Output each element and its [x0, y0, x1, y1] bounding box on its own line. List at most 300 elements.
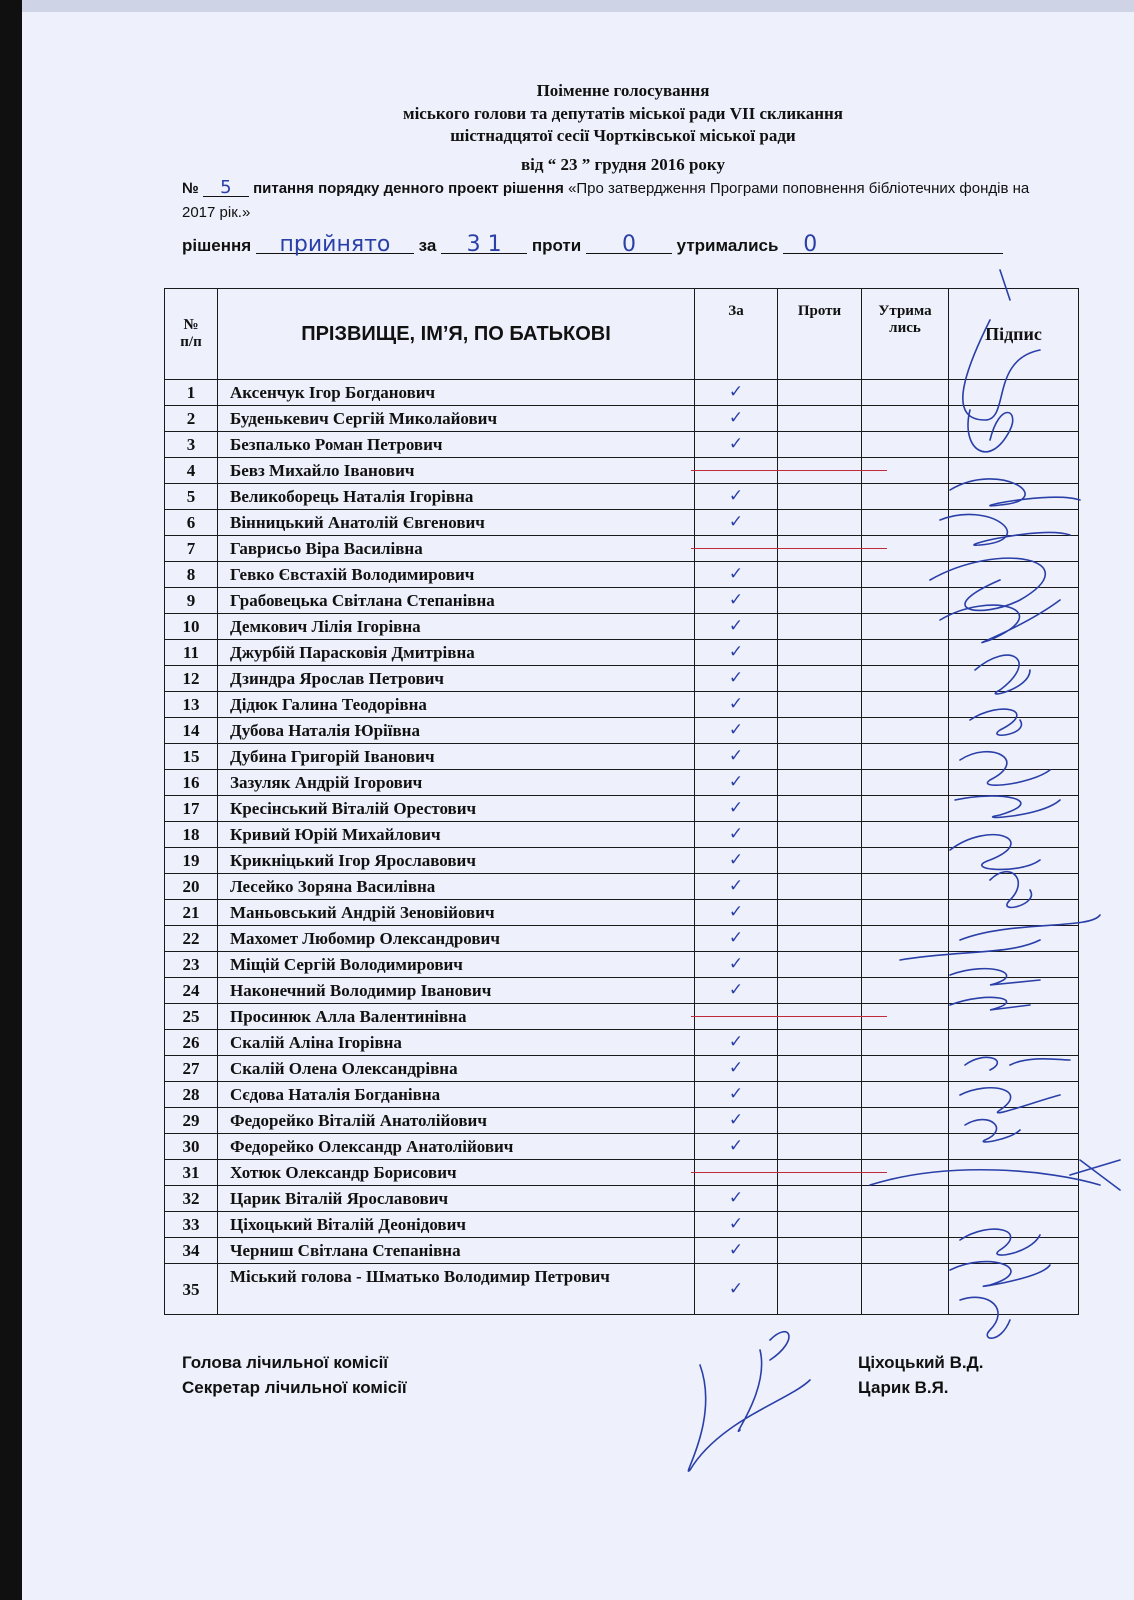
signature-cell [949, 978, 1079, 1004]
deputy-name: Гаврисьо Віра Василівна [218, 536, 695, 562]
vote-abstain-cell [862, 432, 949, 458]
col-header-name: ПРІЗВИЩЕ, ІМ’Я, ПО БАТЬКОВІ [218, 289, 695, 380]
decision-line [182, 232, 1062, 257]
col-header-signature: Підпис [949, 289, 1079, 380]
vote-for-cell [695, 1082, 778, 1108]
vote-against-cell [778, 666, 862, 692]
signature-cell [949, 1160, 1079, 1186]
for-value: 3 1 [441, 237, 527, 254]
row-number: 27 [165, 1056, 218, 1082]
check-mark-icon: ✓ [728, 590, 744, 610]
table-row [165, 874, 1079, 900]
check-mark-icon: ✓ [728, 382, 744, 402]
row-number: 16 [165, 770, 218, 796]
vote-against-cell [778, 952, 862, 978]
row-number: 32 [165, 1186, 218, 1212]
table-row [165, 406, 1079, 432]
vote-for-cell [695, 640, 778, 666]
check-mark-icon: ✓ [728, 1136, 744, 1156]
col-header-for: За [695, 289, 778, 380]
vote-for-cell [695, 1108, 778, 1134]
vote-for-cell [695, 926, 778, 952]
row-number: 26 [165, 1030, 218, 1056]
vote-for-cell [695, 588, 778, 614]
table-row [165, 380, 1079, 406]
row-number: 17 [165, 796, 218, 822]
table-row [165, 588, 1079, 614]
deputy-name: Ціхоцький Віталій Деонідович [218, 1212, 695, 1238]
title-line-1: Поіменне голосування [536, 81, 710, 100]
signature-cell [949, 406, 1079, 432]
signature-cell [949, 900, 1079, 926]
deputy-name: Джурбій Парасковія Дмитрівна [218, 640, 695, 666]
vote-for-cell [695, 510, 778, 536]
table-row [165, 1134, 1079, 1160]
vote-for-cell [695, 1212, 778, 1238]
check-mark-icon: ✓ [728, 512, 744, 532]
signature-cell [949, 796, 1079, 822]
vote-against-cell [778, 484, 862, 510]
deputy-name: Царик Віталій Ярославович [218, 1186, 695, 1212]
check-mark-icon: ✓ [728, 824, 744, 844]
check-mark-icon: ✓ [728, 1032, 744, 1052]
vote-abstain-cell [862, 562, 949, 588]
vote-abstain-cell [862, 484, 949, 510]
signature-cell [949, 1030, 1079, 1056]
table-row [165, 432, 1079, 458]
vote-for-cell [695, 692, 778, 718]
vote-for-cell [695, 432, 778, 458]
vote-against-cell [778, 1134, 862, 1160]
signature-cell [949, 692, 1079, 718]
signature-cell [949, 1004, 1079, 1030]
row-number: 7 [165, 536, 218, 562]
check-mark-icon: ✓ [728, 954, 744, 974]
row-number: 3 [165, 432, 218, 458]
signature-cell [949, 588, 1079, 614]
table-row [165, 1056, 1079, 1082]
vote-abstain-cell [862, 796, 949, 822]
row-number: 22 [165, 926, 218, 952]
vote-for-cell [695, 1134, 778, 1160]
vote-abstain-cell [862, 718, 949, 744]
vote-against-cell [778, 432, 862, 458]
vote-for-cell [695, 380, 778, 406]
row-number: 30 [165, 1134, 218, 1160]
table-row [165, 692, 1079, 718]
vote-against-cell [778, 614, 862, 640]
vote-abstain-cell [862, 926, 949, 952]
table-row [165, 744, 1079, 770]
signature-cell [949, 1134, 1079, 1160]
signature-cell [949, 484, 1079, 510]
table-row [165, 484, 1079, 510]
deputy-name: Дідюк Галина Теодорівна [218, 692, 695, 718]
counting-chair-name: Ціхоцький В.Д. [858, 1353, 984, 1372]
title-line-3: шістнадцятої сесії Чортківської міської ради [450, 126, 796, 145]
vote-abstain-cell [862, 822, 949, 848]
check-mark-icon: ✓ [728, 1214, 744, 1234]
deputy-name: Хотюк Олександр Борисович [218, 1160, 695, 1186]
signature-cell [949, 744, 1079, 770]
deputy-name: Сєдова Наталія Богданівна [218, 1082, 695, 1108]
vote-for-cell [695, 1056, 778, 1082]
signature-cell [949, 510, 1079, 536]
deputy-name: Скалій Олена Олександрівна [218, 1056, 695, 1082]
table-row [165, 796, 1079, 822]
title-date-line: від “ 23 ” грудня 2016 року [521, 155, 725, 174]
vote-abstain-cell [862, 1212, 949, 1238]
row-number: 2 [165, 406, 218, 432]
table-row [165, 536, 1079, 562]
vote-for-cell [695, 1030, 778, 1056]
for-label: за [418, 236, 437, 255]
vote-abstain-cell [862, 1134, 949, 1160]
vote-for-cell [695, 666, 778, 692]
vote-abstain-cell [862, 666, 949, 692]
vote-abstain-cell [862, 510, 949, 536]
question-no-value: 5 [203, 180, 249, 197]
table-row [165, 822, 1079, 848]
vote-against-cell [778, 640, 862, 666]
table-row [165, 1212, 1079, 1238]
signature-cell [949, 1056, 1079, 1082]
table-row [165, 1160, 1079, 1186]
deputy-name: Дубина Григорій Іванович [218, 744, 695, 770]
row-number: 19 [165, 848, 218, 874]
deputy-name: Вінницький Анатолій Євгенович [218, 510, 695, 536]
signature-cell [949, 614, 1079, 640]
signature-cell [949, 458, 1079, 484]
table-body [165, 380, 1079, 1315]
signature-cell [949, 874, 1079, 900]
check-mark-icon: ✓ [728, 902, 744, 922]
deputy-name: Міщій Сергій Володимирович [218, 952, 695, 978]
vote-against-cell [778, 406, 862, 432]
vote-for-cell [695, 536, 778, 562]
vote-abstain-cell [862, 1108, 949, 1134]
vote-for-cell [695, 822, 778, 848]
check-mark-icon: ✓ [728, 746, 744, 766]
vote-against-cell [778, 692, 862, 718]
vote-against-cell [778, 510, 862, 536]
col-header-num: № п/п [165, 289, 218, 380]
vote-abstain-cell [862, 874, 949, 900]
row-number: 13 [165, 692, 218, 718]
vote-against-cell [778, 1108, 862, 1134]
table-row [165, 848, 1079, 874]
vote-for-cell [695, 562, 778, 588]
vote-against-cell [778, 1264, 862, 1315]
check-mark-icon: ✓ [728, 486, 744, 506]
table-row [165, 978, 1079, 1004]
vote-for-cell [695, 1160, 778, 1186]
signature-cell [949, 666, 1079, 692]
signature-cell [949, 822, 1079, 848]
vote-against-cell [778, 770, 862, 796]
vote-against-cell [778, 1238, 862, 1264]
table-row [165, 1264, 1079, 1315]
signature-cell [949, 952, 1079, 978]
table-row [165, 1082, 1079, 1108]
vote-against-cell [778, 822, 862, 848]
signature-cell [949, 536, 1079, 562]
vote-abstain-cell [862, 692, 949, 718]
counting-secretary-name: Царик В.Я. [858, 1378, 949, 1397]
vote-against-cell [778, 1212, 862, 1238]
check-mark-icon: ✓ [728, 1084, 744, 1104]
vote-abstain-cell [862, 1082, 949, 1108]
vote-against-cell [778, 796, 862, 822]
roll-call-table [164, 288, 1079, 1315]
absent-strike-line [691, 1172, 887, 1173]
vote-for-cell [695, 614, 778, 640]
row-number: 24 [165, 978, 218, 1004]
table-row [165, 1030, 1079, 1056]
vote-for-cell [695, 484, 778, 510]
col-header-abstain: Утрима лись [862, 289, 949, 380]
vote-abstain-cell [862, 744, 949, 770]
vote-against-cell [778, 380, 862, 406]
signature-cell [949, 1186, 1079, 1212]
vote-against-cell [778, 1082, 862, 1108]
absent-strike-line [691, 548, 887, 549]
row-number: 18 [165, 822, 218, 848]
deputy-name: Безпалько Роман Петрович [218, 432, 695, 458]
vote-abstain-cell [862, 1186, 949, 1212]
check-mark-icon: ✓ [728, 850, 744, 870]
deputy-name: Крикніцький Ігор Ярославович [218, 848, 695, 874]
row-number: 8 [165, 562, 218, 588]
check-mark-icon: ✓ [728, 720, 744, 740]
row-number: 10 [165, 614, 218, 640]
row-number: 20 [165, 874, 218, 900]
row-number: 1 [165, 380, 218, 406]
row-number: 35 [165, 1264, 218, 1315]
check-mark-icon: ✓ [728, 1058, 744, 1078]
signature-cell [949, 1108, 1079, 1134]
vote-against-cell [778, 978, 862, 1004]
vote-abstain-cell [862, 952, 949, 978]
vote-against-cell [778, 588, 862, 614]
vote-abstain-cell [862, 1030, 949, 1056]
signature-cell [949, 1082, 1079, 1108]
deputy-name: Кривий Юрій Михайлович [218, 822, 695, 848]
absent-strike-line [691, 1016, 887, 1017]
vote-abstain-cell [862, 978, 949, 1004]
signature-cell [949, 562, 1079, 588]
deputy-name: Грабовецька Світлана Степанівна [218, 588, 695, 614]
signature-cell [949, 640, 1079, 666]
table-row [165, 1108, 1079, 1134]
deputy-name: Федорейко Олександр Анатолійович [218, 1134, 695, 1160]
check-mark-icon: ✓ [728, 980, 744, 1000]
check-mark-icon: ✓ [728, 408, 744, 428]
vote-against-cell [778, 900, 862, 926]
vote-for-cell [695, 744, 778, 770]
row-number: 31 [165, 1160, 218, 1186]
vote-abstain-cell [862, 1056, 949, 1082]
check-mark-icon: ✓ [728, 616, 744, 636]
check-mark-icon: ✓ [728, 668, 744, 688]
signature-cell [949, 1264, 1079, 1315]
counting-chair-label: Голова лічильної комісії [182, 1353, 389, 1372]
row-number: 34 [165, 1238, 218, 1264]
vote-for-cell [695, 458, 778, 484]
vote-abstain-cell [862, 770, 949, 796]
row-number: 12 [165, 666, 218, 692]
signature-cell [949, 718, 1079, 744]
check-mark-icon: ✓ [728, 1278, 744, 1299]
row-number: 21 [165, 900, 218, 926]
vote-abstain-cell [862, 1264, 949, 1315]
check-mark-icon: ✓ [728, 694, 744, 714]
table-row [165, 1004, 1079, 1030]
check-mark-icon: ✓ [728, 876, 744, 896]
table-row [165, 666, 1079, 692]
deputy-name: Федорейко Віталій Анатолійович [218, 1108, 695, 1134]
row-number: 11 [165, 640, 218, 666]
absent-strike-line [691, 470, 887, 471]
deputy-name: Дубова Наталія Юріївна [218, 718, 695, 744]
vote-abstain-cell [862, 588, 949, 614]
vote-abstain-cell [862, 640, 949, 666]
deputy-name: Зазуляк Андрій Ігорович [218, 770, 695, 796]
signature-cell [949, 848, 1079, 874]
check-mark-icon: ✓ [728, 642, 744, 662]
vote-for-cell [695, 1264, 778, 1315]
vote-against-cell [778, 1030, 862, 1056]
counting-secretary-label: Секретар лічильної комісії [182, 1378, 407, 1397]
against-label: проти [531, 236, 582, 255]
table-row [165, 1238, 1079, 1264]
vote-for-cell [695, 1004, 778, 1030]
vote-against-cell [778, 874, 862, 900]
deputy-name: Маньовський Андрій Зеновійович [218, 900, 695, 926]
row-number: 6 [165, 510, 218, 536]
deputy-name: Махомет Любомир Олександрович [218, 926, 695, 952]
vote-for-cell [695, 406, 778, 432]
vote-for-cell [695, 1186, 778, 1212]
check-mark-icon: ✓ [728, 1188, 744, 1208]
vote-against-cell [778, 718, 862, 744]
deputy-name: Бевз Михайло Іванович [218, 458, 695, 484]
vote-against-cell [778, 1056, 862, 1082]
deputy-name: Лесейко Зоряна Василівна [218, 874, 695, 900]
signature-cell [949, 1212, 1079, 1238]
row-number: 25 [165, 1004, 218, 1030]
vote-for-cell [695, 900, 778, 926]
abstained-value: 0 [783, 237, 1003, 254]
scan-left-edge [0, 0, 22, 1600]
check-mark-icon: ✓ [728, 798, 744, 818]
deputy-name: Черниш Світлана Степанівна [218, 1238, 695, 1264]
table-row [165, 900, 1079, 926]
col-header-against: Проти [778, 289, 862, 380]
check-mark-icon: ✓ [728, 772, 744, 792]
table-row [165, 926, 1079, 952]
decision-label: рішення [182, 236, 252, 255]
deputy-name: Міський голова - Шматько Володимир Петрович [218, 1264, 695, 1315]
vote-against-cell [778, 562, 862, 588]
table-row [165, 562, 1079, 588]
deputy-name: Демкович Лілія Ігорівна [218, 614, 695, 640]
abstained-label: утримались [676, 236, 779, 255]
table-row [165, 1186, 1079, 1212]
vote-against-cell [778, 1186, 862, 1212]
vote-for-cell [695, 952, 778, 978]
question-no-label: № [182, 180, 199, 197]
vote-against-cell [778, 848, 862, 874]
agenda-question [182, 177, 1042, 225]
table-row [165, 458, 1079, 484]
question-intro: питання порядку денного проект рішення [253, 180, 564, 197]
decision-value: прийнято [256, 237, 414, 254]
check-mark-icon: ✓ [728, 928, 744, 948]
deputy-name: Аксенчук Ігор Богданович [218, 380, 695, 406]
vote-for-cell [695, 796, 778, 822]
vote-abstain-cell [862, 614, 949, 640]
vote-abstain-cell [862, 406, 949, 432]
row-number: 23 [165, 952, 218, 978]
row-number: 33 [165, 1212, 218, 1238]
row-number: 15 [165, 744, 218, 770]
check-mark-icon: ✓ [728, 1110, 744, 1130]
deputy-name: Гевко Євстахій Володимирович [218, 562, 695, 588]
check-mark-icon: ✓ [728, 1240, 744, 1260]
scan-top-edge [0, 0, 1134, 12]
row-number: 5 [165, 484, 218, 510]
table-row [165, 640, 1079, 666]
table-row [165, 718, 1079, 744]
signature-cell [949, 770, 1079, 796]
vote-abstain-cell [862, 1238, 949, 1264]
against-value: 0 [586, 237, 672, 254]
table-row [165, 510, 1079, 536]
vote-abstain-cell [862, 380, 949, 406]
row-number: 14 [165, 718, 218, 744]
question-text: «Про затвердження Програми поповнення бібліотечних фондів на 2017 рік.» [182, 180, 1030, 221]
deputy-name: Наконечний Володимир Іванович [218, 978, 695, 1004]
signature-cell [949, 432, 1079, 458]
check-mark-icon: ✓ [728, 564, 744, 584]
deputy-name: Скалій Аліна Ігорівна [218, 1030, 695, 1056]
deputy-name: Кресінський Віталій Орестович [218, 796, 695, 822]
table-row [165, 952, 1079, 978]
deputy-name: Великоборець Наталія Ігорівна [218, 484, 695, 510]
vote-for-cell [695, 874, 778, 900]
vote-for-cell [695, 848, 778, 874]
check-mark-icon: ✓ [728, 434, 744, 454]
table-row [165, 614, 1079, 640]
vote-for-cell [695, 978, 778, 1004]
vote-for-cell [695, 770, 778, 796]
vote-for-cell [695, 1238, 778, 1264]
vote-for-cell [695, 718, 778, 744]
deputy-name: Просинюк Алла Валентинівна [218, 1004, 695, 1030]
signature-cell [949, 380, 1079, 406]
title-line-2: міського голови та депутатів міської ради VII скликання [403, 104, 843, 123]
signature-cell [949, 1238, 1079, 1264]
vote-abstain-cell [862, 900, 949, 926]
deputy-name: Дзиндра Ярослав Петрович [218, 666, 695, 692]
table-header-row [165, 289, 1079, 380]
row-number: 9 [165, 588, 218, 614]
vote-against-cell [778, 744, 862, 770]
vote-abstain-cell [862, 848, 949, 874]
row-number: 28 [165, 1082, 218, 1108]
table-row [165, 770, 1079, 796]
